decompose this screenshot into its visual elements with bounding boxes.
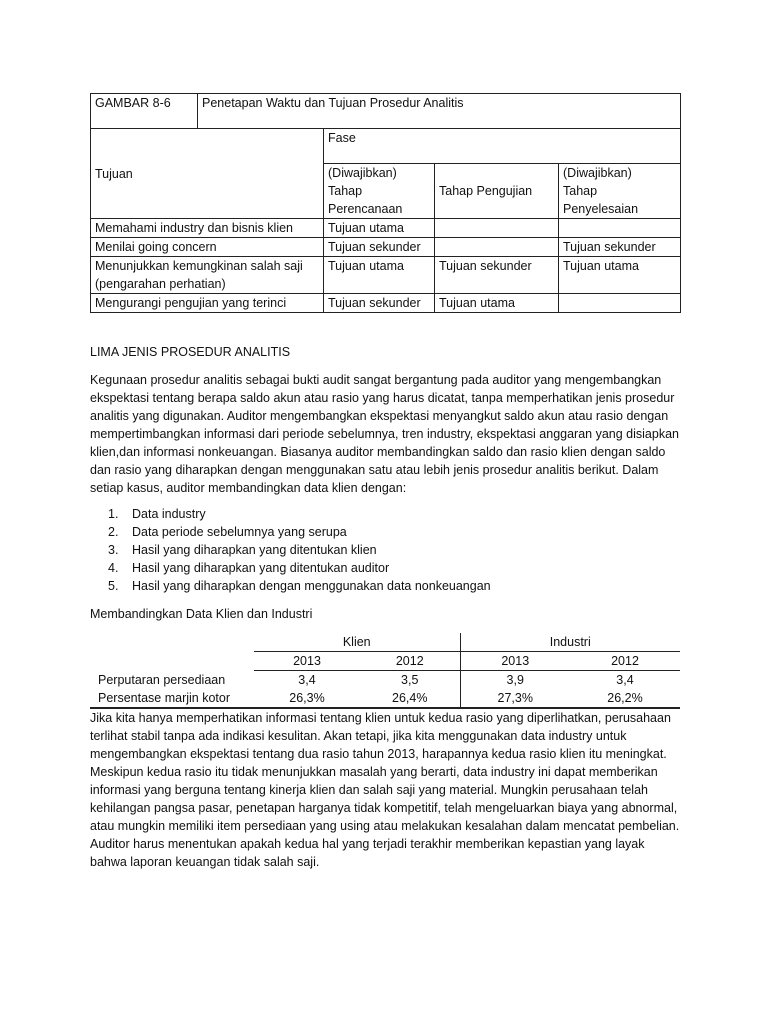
- year-header: 2012: [360, 652, 460, 671]
- row-perencanaan: Tujuan sekunder: [324, 294, 435, 313]
- phase-pengujian: Tahap Pengujian: [435, 164, 559, 219]
- cell-value: 3,5: [401, 673, 419, 687]
- cell-value: 26,2%: [570, 689, 680, 708]
- list-item: [90, 577, 680, 595]
- row-penyelesaian: Tujuan sekunder: [559, 238, 681, 257]
- phase-penyelesaian-line: Tahap: [563, 184, 598, 198]
- procedure-list: [90, 505, 680, 595]
- row-pengujian: Tujuan utama: [435, 294, 559, 313]
- figure-label: GAMBAR 8-6: [91, 94, 198, 129]
- list-item: [90, 541, 680, 559]
- list-text: Data periode sebelumnya yang serupa: [132, 525, 347, 539]
- row-penyelesaian: Tujuan utama: [559, 257, 681, 294]
- row-tujuan: Menunjukkan kemungkinan salah saji (pengarahan perhatian): [91, 257, 324, 294]
- paragraph-1: Kegunaan prosedur analitis sebagai bukti audit sangat bergantung pada auditor yang mengembangkan ekspektasi tentang berapa saldo akun atau rasio yang harus dicatat, tanpa memperhatikan jenis prosedur analitis yang digunakan. Auditor mengembangkan ekspektasi menyangkut saldo akun atau rasio dengan mempertimbangkan informasi dari periode sebelumnya, tren industry, ekspektasi anggaran yang disiapkan klien,dan informasi nonkeuangan. Biasanya auditor membandingkan saldo dan rasio klien dengan saldo dan rasio yang diharapkan dengan menggunakan satu atau lebih jenis prosedur analitis berikut. Dalam setiap kasus, auditor membandingkan data klien dengan:: [90, 373, 679, 495]
- row-perencanaan: Tujuan utama: [324, 257, 435, 294]
- row-tujuan: Mengurangi pengujian yang terinci: [91, 294, 324, 313]
- phase-perencanaan-line: Perencanaan: [328, 202, 403, 216]
- table-row: [91, 257, 681, 294]
- list-number: 3.: [108, 543, 119, 557]
- list-text: Data industry: [132, 507, 206, 521]
- row-pengujian: [435, 238, 559, 257]
- phase-perencanaan-line: (Diwajibkan): [328, 166, 397, 180]
- row-perencanaan: Tujuan sekunder: [324, 238, 435, 257]
- year-header: 2013: [254, 652, 360, 671]
- row-penyelesaian: [559, 294, 681, 313]
- list-number: 4.: [108, 561, 119, 575]
- row-tujuan: Menilai going concern: [91, 238, 324, 257]
- comparison-subheading: Membandingkan Data Klien dan Industri: [90, 607, 313, 621]
- list-number: 5.: [108, 579, 119, 593]
- phase-penyelesaian-line: Penyelesaian: [563, 202, 639, 216]
- row-penyelesaian: [559, 219, 681, 238]
- tujuan-header: Tujuan: [95, 166, 133, 181]
- section-heading: LIMA JENIS PROSEDUR ANALITIS: [90, 345, 291, 359]
- list-item: [90, 523, 680, 541]
- list-text: Hasil yang diharapkan yang ditentukan auditor: [132, 561, 390, 575]
- fase-header: Fase: [324, 129, 681, 164]
- cell-value: 3,4: [616, 673, 634, 687]
- row-label: Persentase marjin kotor: [90, 689, 254, 708]
- phase-penyelesaian-line: (Diwajibkan): [563, 166, 632, 180]
- table-row: [90, 689, 680, 708]
- phase-penyelesaian: [559, 164, 681, 219]
- document-page: [90, 93, 680, 871]
- row-tujuan: Memahami industry dan bisnis klien: [91, 219, 324, 238]
- table-row: [90, 671, 680, 690]
- table-row: [91, 294, 681, 313]
- list-item: [90, 505, 680, 523]
- list-text: Hasil yang diharapkan yang ditentukan klien: [132, 543, 377, 557]
- row-perencanaan: Tujuan utama: [324, 219, 435, 238]
- list-number: 1.: [108, 507, 119, 521]
- cell-value: 26,3%: [254, 689, 360, 708]
- row-pengujian: [435, 219, 559, 238]
- table-row: [91, 238, 681, 257]
- tujuan-header-cell: [91, 129, 324, 219]
- group-header-industri: Industri: [460, 633, 680, 652]
- table-row: [91, 219, 681, 238]
- timing-objectives-table: [90, 93, 681, 313]
- paragraph-2: Jika kita hanya memperhatikan informasi tentang klien untuk kedua rasio yang diperlihatkan, perusahaan terlihat stabil tanpa ada indikasi kesulitan. Akan tetapi, jika kita menggunakan data industry untuk mengembangkan ekspektasi tentang dua rasio tahun 2013, harapannya kedua rasio klien itu meningkat. Meskipun kedua rasio itu tidak menunjukkan masalah yang berarti, data industry ini dapat memberikan informasi yang berguna tentang kinerja klien dan salah saji yang material. Mungkin perusahaan telah kehilangan pangsa pasar, penetapan harganya tidak kompetitif, telah mengeluarkan biaya yang abnormal, atau mungkin memiliki item persediaan yang using atau melakukan kesalahan dalam mencatat pembelian. Auditor harus menentukan apakah kedua hal yang terjadi terakhir memberikan kepastian yang layak bahwa laporan keuangan tidak salah saji.: [90, 711, 680, 869]
- cell-value: 3,4: [298, 673, 316, 687]
- list-text: Hasil yang diharapkan dengan menggunakan data nonkeuangan: [132, 579, 491, 593]
- cell-value: 26,4%: [360, 689, 460, 708]
- year-header: 2013: [460, 652, 570, 671]
- row-pengujian: Tujuan sekunder: [435, 257, 559, 294]
- figure-title: Penetapan Waktu dan Tujuan Prosedur Analitis: [198, 94, 681, 129]
- list-number: 2.: [108, 525, 119, 539]
- phase-perencanaan: [324, 164, 435, 219]
- row-label: Perputaran persediaan: [98, 672, 226, 687]
- cell-value: 27,3%: [460, 689, 570, 708]
- comparison-table: [90, 633, 680, 709]
- year-header: 2012: [570, 652, 680, 671]
- phase-perencanaan-line: Tahap: [328, 184, 363, 198]
- list-item: [90, 559, 680, 577]
- group-header-klien: Klien: [342, 635, 371, 649]
- cell-value: 3,9: [460, 671, 570, 690]
